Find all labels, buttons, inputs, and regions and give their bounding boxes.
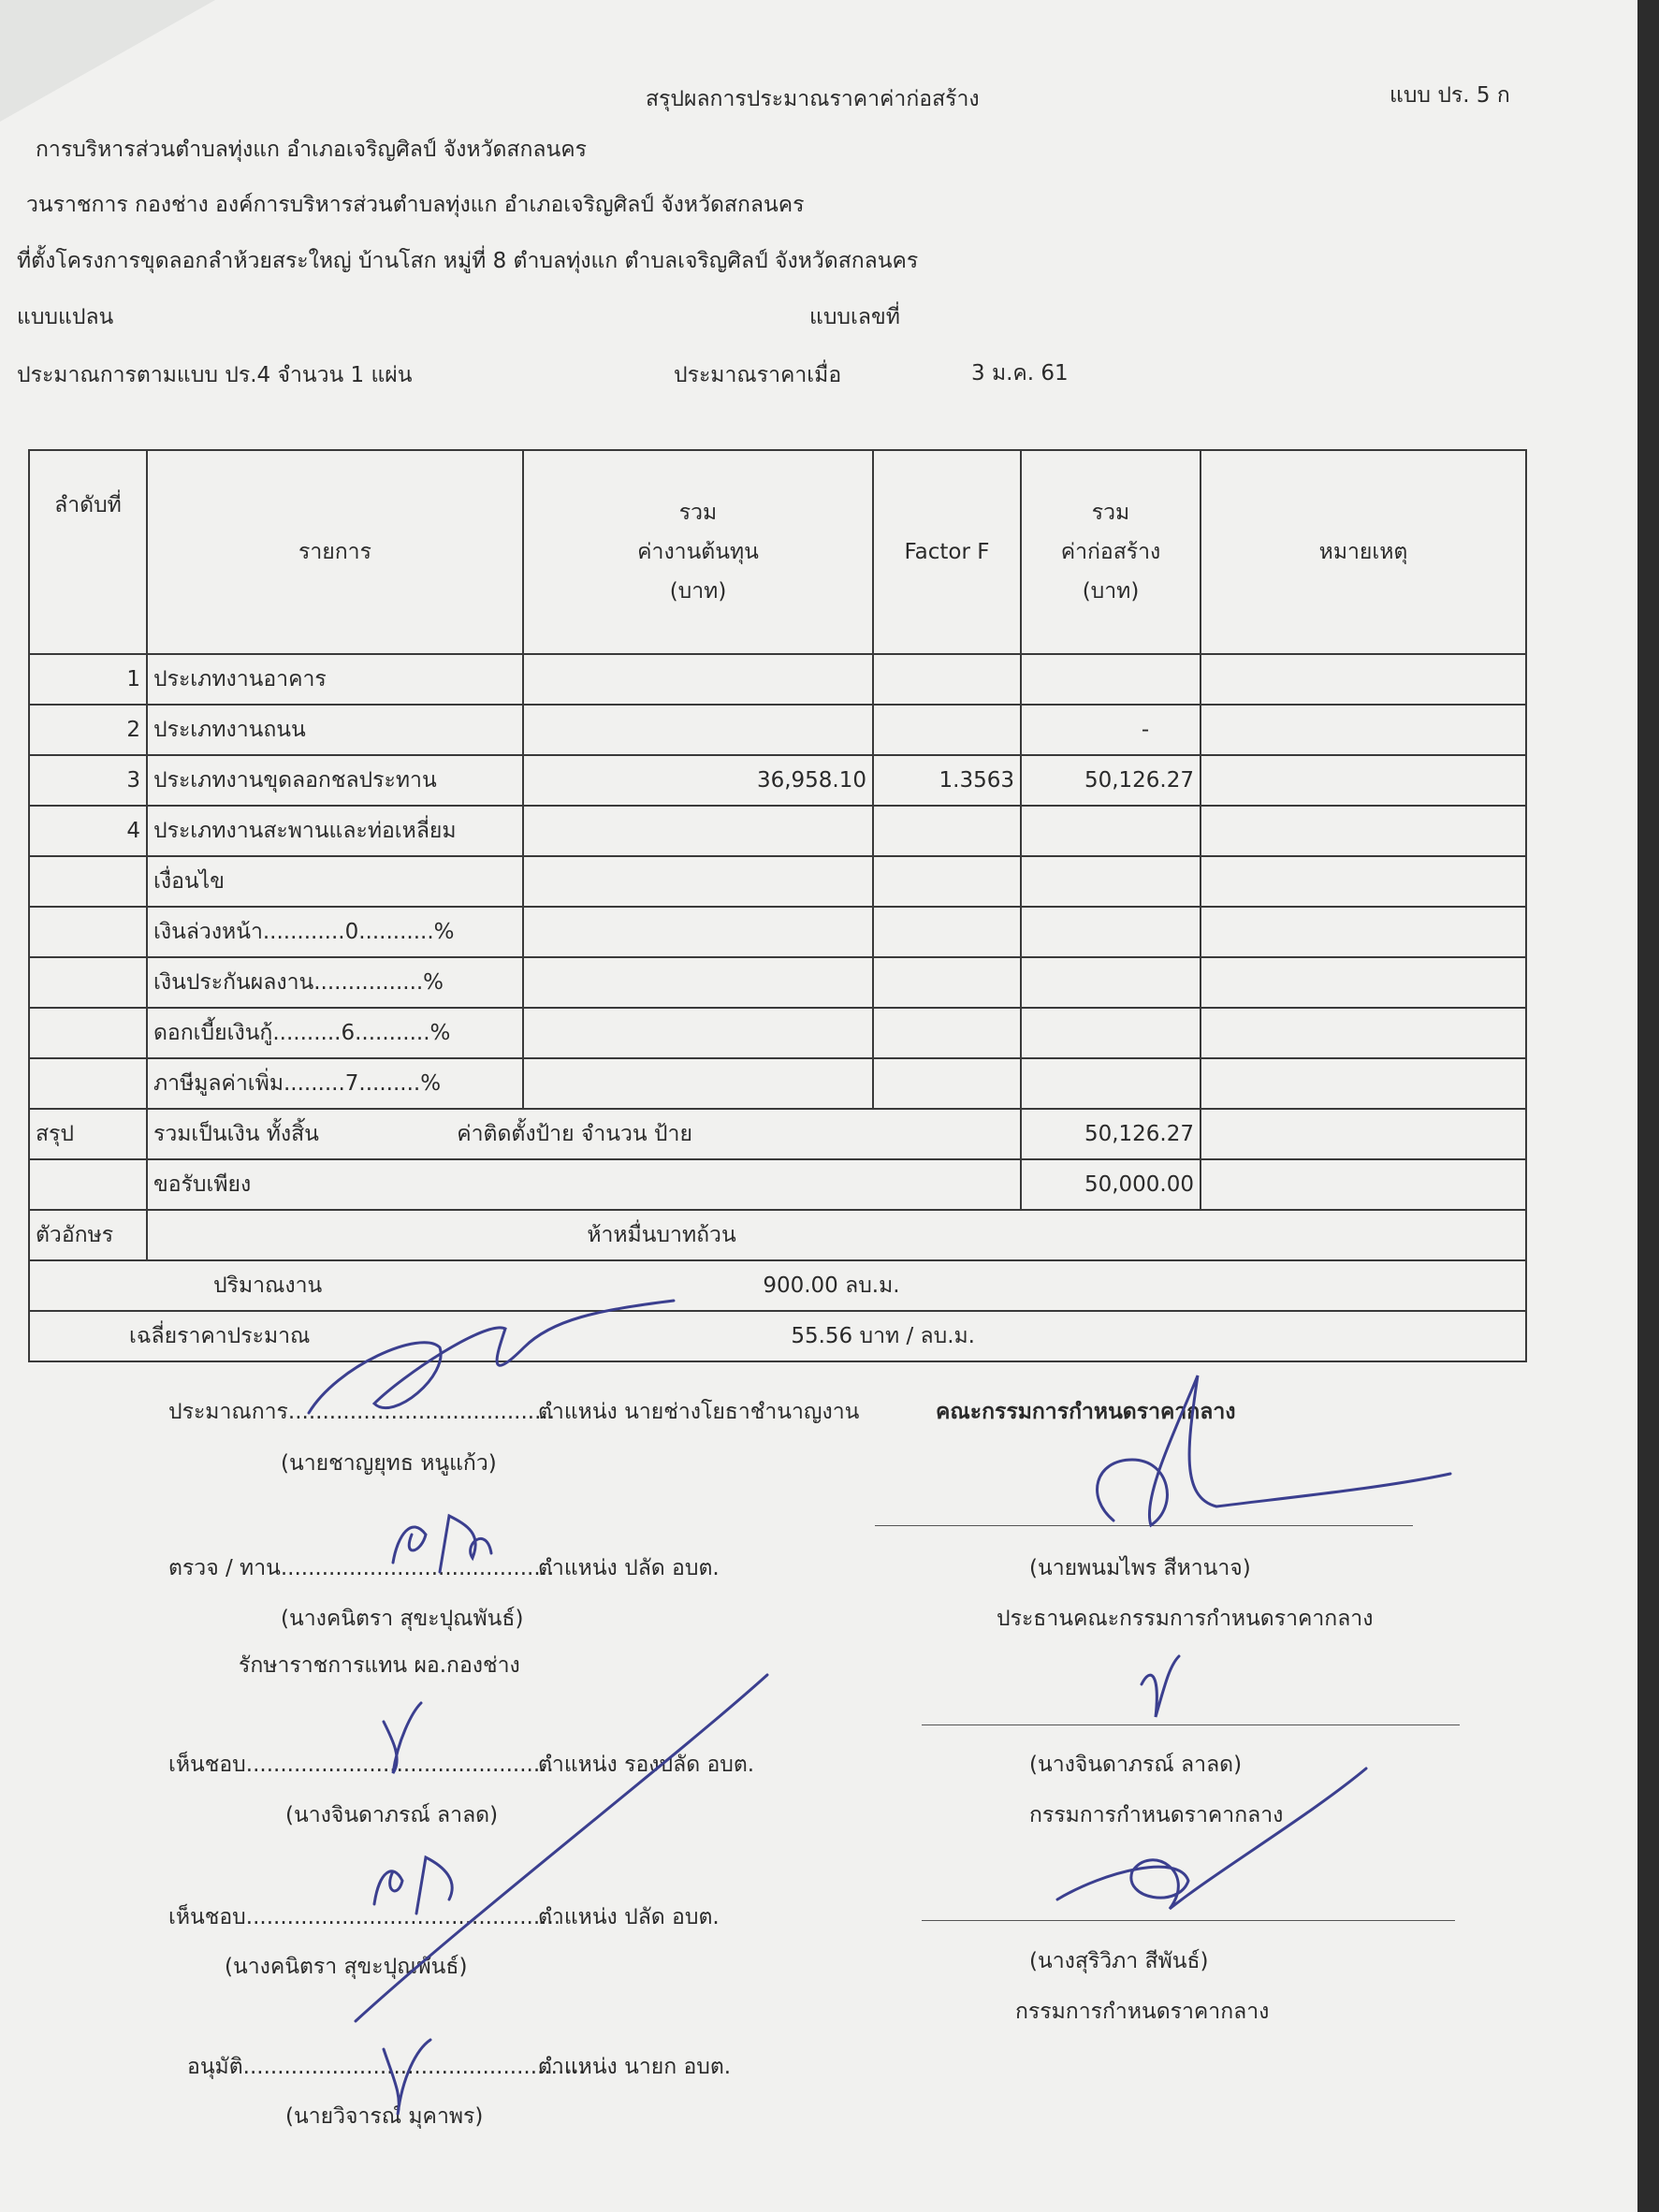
row-item: ประเภทงานอาคาร [147, 654, 523, 705]
header-item: รายการ [147, 450, 523, 654]
document-title: สรุปผลการประมาณราคาค่าก่อสร้าง [646, 87, 980, 111]
member1-role: กรรมการกำหนดราคากลาง [1029, 1803, 1284, 1827]
checker-signature [393, 1516, 491, 1572]
summary-label: สรุป [29, 1109, 147, 1159]
row-item: ภาษีมูลค่าเพิ่ม.........7.........% [147, 1058, 523, 1109]
header-cost-line3: (บาท) [669, 579, 727, 604]
row-total: 50,126.27 [1021, 755, 1201, 806]
member2-name: (นางสุริวิภา สีพันธ์) [1029, 1949, 1209, 1973]
header-no: ลำดับที่ [29, 450, 147, 654]
estimate-form-line: ประมาณการตามแบบ ปร.4 จำนวน 1 แผ่น [17, 363, 413, 387]
background-edge [1637, 0, 1659, 2212]
estimator-position: ตำแหน่ง นายช่างโยธาชำนาญงาน [538, 1400, 860, 1424]
member1-name: (นางจินดาภรณ์ ลาลด) [1029, 1753, 1243, 1777]
plan-label: แบบแปลน [17, 305, 114, 329]
row-no: 4 [29, 806, 147, 856]
row-no: 2 [29, 705, 147, 755]
form-code: แบบ ปร. 5 ก [1390, 83, 1510, 108]
approver1-signature [384, 1703, 421, 1773]
row-item: เงื่อนไข [147, 856, 523, 907]
member2-role: กรรมการกำหนดราคากลาง [1015, 2000, 1270, 2024]
row-no: 3 [29, 755, 147, 806]
header-remark: หมายเหตุ [1201, 450, 1526, 654]
header-total-line3: (บาท) [1082, 579, 1140, 604]
chair-name: (นายพนมไพร สีหานาจ) [1029, 1556, 1251, 1580]
quantity-value: 900.00 ลบ.ม. [763, 1273, 900, 1298]
estimate-date: 3 ม.ค. 61 [971, 361, 1069, 386]
summary-total: 50,126.27 [1021, 1109, 1201, 1159]
header-total-line2: ค่าก่อสร้าง [1060, 540, 1161, 564]
location-line: ที่ตั้งโครงการขุดลอกลำห้วยสระใหญ่ บ้านโสก หมู่ที่ 8 ตำบลทุ่งแก ตำบลเจริญศิลป์ จังหวัดสกลนคร [17, 249, 919, 273]
header-cost-line1: รวม [678, 501, 718, 525]
authorizer-signature [384, 2040, 430, 2115]
long-stroke [356, 1675, 767, 2021]
summary-item: รวมเป็นเงิน ทั้งสิ้น [153, 1122, 319, 1146]
authorizer-name: (นายวิจารณ์ มุคาพร) [285, 2104, 484, 2129]
row-item: เงินล่วงหน้า............0...........% [147, 907, 523, 957]
checker-name: (นางคนิตรา สุขะปุณพันธ์) [281, 1607, 524, 1631]
average-label: เฉลี่ยราคาประมาณ [129, 1324, 311, 1348]
estimate-date-label: ประมาณราคาเมื่อ [674, 363, 842, 387]
approver1-prefix: เห็นชอบ............................................. [168, 1753, 554, 1777]
quantity-label: ปริมาณงาน [213, 1273, 323, 1298]
org-line: การบริหารส่วนตำบลทุ่งแก อำเภอเจริญศิลป์ จังหวัดสกลนคร [36, 138, 587, 162]
estimator-name: (นายชาญยุทธ หนูแก้ว) [281, 1451, 497, 1476]
approver2-position: ตำแหน่ง ปลัด อบต. [538, 1905, 720, 1929]
row-item: ประเภทงานขุดลอกชลประทาน [147, 755, 523, 806]
authorizer-position: ตำแหน่ง นายก อบต. [538, 2055, 732, 2079]
member2-signature [1057, 1768, 1366, 1909]
request-total: 50,000.00 [1021, 1159, 1201, 1210]
approver1-name: (นางจินดาภรณ์ ลาลด) [285, 1803, 499, 1827]
estimator-signature [309, 1301, 674, 1413]
row-no: 1 [29, 654, 147, 705]
row-total: - [1021, 705, 1201, 755]
checker-note: รักษาราชการแทน ผอ.กองช่าง [239, 1653, 520, 1678]
checker-position: ตำแหน่ง ปลัด อบต. [538, 1556, 720, 1580]
row-item: ประเภทงานถนน [147, 705, 523, 755]
plan-number-label: แบบเลขที่ [809, 305, 900, 329]
approver2-name: (นางคนิตรา สุขะปุณพันธ์) [225, 1955, 468, 1979]
approver1-position: ตำแหน่ง รองปลัด อบต. [538, 1753, 755, 1777]
approver2-prefix: เห็นชอบ.............................................. [168, 1905, 561, 1929]
member1-signature [1142, 1656, 1179, 1717]
row-cost: 36,958.10 [523, 755, 873, 806]
words-label: ตัวอักษร [29, 1210, 147, 1260]
agency-line: วนราชการ กองช่าง องค์การบริหารส่วนตำบลทุ่งแก อำเภอเจริญศิลป์ จังหวัดสกลนคร [26, 193, 805, 217]
authorizer-prefix: อนุมัติ.................................................. [187, 2055, 586, 2079]
row-item: เงินประกันผลงาน................% [147, 957, 523, 1008]
sign-cost: ค่าติดตั้งป้าย จำนวน ป้าย [457, 1122, 692, 1146]
row-item: ดอกเบี้ยเงินกู้..........6...........% [147, 1008, 523, 1058]
header-factor: Factor F [873, 450, 1021, 654]
estimator-prefix: ประมาณการ....................................... [168, 1400, 556, 1424]
header-cost-line2: ค่างานต้นทุน [637, 540, 759, 564]
committee-title: คณะกรรมการกำหนดราคากลาง [936, 1400, 1236, 1424]
words-value: ห้าหมื่นบาทถ้วน [147, 1210, 1526, 1260]
average-value: 55.56 บาท / ลบ.ม. [791, 1324, 975, 1348]
approver2-signature [374, 1857, 452, 1914]
chair-role: ประธานคณะกรรมการกำหนดราคากลาง [997, 1607, 1374, 1631]
header-total-line1: รวม [1091, 501, 1130, 525]
checker-prefix: ตรวจ / ทาน........................................ [168, 1556, 555, 1580]
request-item: ขอรับเพียง [147, 1159, 1021, 1210]
row-item: ประเภทงานสะพานและท่อเหลี่ยม [147, 806, 523, 856]
chair-signature [1098, 1375, 1450, 1525]
row-factor: 1.3563 [873, 755, 1021, 806]
